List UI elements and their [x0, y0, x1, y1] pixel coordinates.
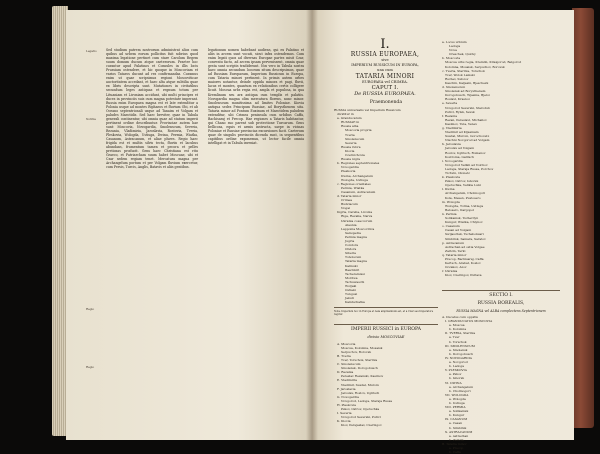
outline-line: Kasimov, Tula, Venev [445, 121, 478, 126]
section-heading-2: RUSSIA BOREALIS, [477, 301, 525, 306]
outline-line: Ingria, Carelia, Livonia [337, 210, 373, 215]
outline-line: n. Permia [442, 211, 457, 216]
outline-line: F. Jaroslavia [337, 386, 356, 391]
outline-line: Jakuti [345, 296, 354, 301]
outline-line: Opotschka, Velikie Luki [445, 183, 481, 188]
outline-line: X. ASTRACANUM [445, 429, 473, 434]
title-line-4: una cum [377, 68, 393, 72]
outline-line: Swijaschsk, Tscheboksari [445, 232, 484, 237]
outline-line: c. Tveria, Staritza, Torschok [442, 68, 485, 73]
margin-note: Notitia [86, 117, 96, 121]
outline-line: V. PLESKOVIA [445, 368, 467, 373]
outline-line: VIII. PERMIA [445, 405, 466, 410]
title-line-5: TATARIA MINORI [355, 73, 415, 80]
outline-line: Smolensk, Dorogobusch [341, 366, 378, 371]
outline-line: Oreschek, Quicky [449, 52, 476, 57]
outline-line: Oczakov, Azov [445, 265, 467, 270]
outline-line: Tver, Torschok, Staritza [341, 357, 378, 362]
outline-line: b. Isborsk [449, 376, 465, 381]
title-line-2: sive [381, 58, 389, 62]
outline-line: Kamtschatka [345, 300, 365, 305]
outline-line: Kiov, Czernigov, Pultava [445, 273, 482, 278]
outline-line: Dorogobusch, Wjasma, Bjeloi [445, 93, 490, 98]
left-margin-notes [86, 48, 104, 428]
outline-line: Budziacum [341, 202, 358, 207]
title-line-1: RUSSIA EUROPAEA, [350, 51, 420, 58]
outline-line: Alaunia [345, 222, 357, 227]
outline-line: q. Tataria minor [442, 252, 467, 257]
outline-line: h. Jaroslavia [442, 142, 461, 147]
outline-line: Simbirsk, Samara, Saratov [445, 236, 486, 241]
outline-line: Kertsch, Arabat, Koslov [445, 261, 481, 266]
outline-line: Roslavl, Krasnoi [445, 97, 470, 102]
outline-line: Permia, Wiatka [341, 185, 365, 190]
outline-line: b. Zarizin [449, 437, 464, 442]
outline-line: Rezan, Pereslavl, Michailov [445, 117, 487, 122]
divider [334, 307, 438, 308]
outline-line: Severia [345, 140, 357, 145]
outline-line: K. Kiovia [337, 419, 351, 424]
outline-line: Novgorod, Ladoga, Staraja Russa [341, 398, 393, 403]
outline-line: Vladimir ad Kljasmam [445, 130, 479, 135]
outline-line: VI. DWINA [445, 380, 462, 385]
outline-line: Casanum, Astracanum [341, 189, 376, 194]
outline-line: Rostov, Uglitsch, Romanov [445, 150, 486, 155]
outline-line: b. Simbirsk [449, 425, 467, 430]
left-page-column-a: Sed studium patrem nostrorum administrat alios cum quibus ad urbem eorum pollicitus fuit sobrius quod maxima legatione pertinet cum stare Carolum Regem suum domum ducum atque caeterorum. Praeter hoc curantur apud Palatinos et Consules in illis locis Prussiam ostendere, et hic quoque in Moscoviam et varios Tataros ducunt ad res confirmandas. Curamus enim ut quae scripsimus regioni Moscoviticae auctoritatem accedant, et haec alta atque subtilia quae ex libris descripta sunt. Mutationes in civitatibus secundum leges antiquas et regnum totum per Lituaniam et Livoniam accidunt, ubi multi principes et duces in provinciis suis cum magna potestate imperant. Russia enim Europaea magna est et late extenditur a Polonia usque ad montes Riphaeos et fluvium Obi, et ab Oceano septentrionali usque ad Tanaim et Volgam et paludes Maeotidis. Sed haec breviter, quae in Tabula generali continentur, ubi omnia quae ad statum imperii pertinent ordine describuntur. Provinciae autem hae sunt: Moscovia, Novogardia, Smolenscum, Severia, Rezania, Vladimiria, Jaroslavia, Rostovia, Tveria, Pleskovia, Wologda, Ustiuga, Dwina, Permia, Wiatka, Casanum, Astracanum, et aliae plures. Regio haec frigida est et multis silvis tecta, fluviis et lacubus abundans, frumentum tamen et pecora et pelles pretiosas producit. Gens haec Christiana est ritu Graeco, et Patriarcham suum habet Moscuae, ubi et Czar sedem regiam tenet. Mercatura magna per Archangelum portum et per Volgam fluvium exercetur, cum Persis, Turcis, Anglis, Batavis et aliis gentibus. [106, 48, 198, 170]
outline-line: A. Ducatus cum oppidis [442, 315, 478, 319]
outline-line: A. Moscovia [337, 341, 356, 346]
outline-line: I. GRANDUCATUS MOSCOVIA [445, 319, 493, 324]
outline-imperii-divisio [334, 322, 438, 432]
outline-line: r. Ukrania [442, 269, 458, 274]
outline-line: Novgorod Severski, Starodub [445, 105, 490, 110]
outline-line: Solikamsk, Tscherdyn [445, 216, 479, 221]
outline-line: Nogai [341, 206, 351, 211]
outline-provinces [442, 40, 560, 280]
outline-line: Kalmuki [345, 263, 358, 268]
outline-line: Tichvin, Olonetz [445, 171, 470, 175]
outline-line: Mordwa [345, 275, 358, 280]
outline-line: Pskov, Ostrov, Isborsk [445, 179, 479, 184]
outline-line: Vladimir, Susdal, Murom [341, 382, 379, 387]
caput-subheading: De RUSSIA EUROPAEA. [354, 91, 416, 98]
outline-line: Riga, Revalia, Narva [341, 214, 373, 219]
caput-heading: CAPUT I. [371, 85, 399, 91]
outline-line: Permia magna [345, 234, 367, 239]
margin-note: Legatio [86, 49, 97, 53]
divider [442, 290, 560, 291]
outline-line: b. Torschok [449, 339, 467, 344]
outline-line: b. Cholmogori [449, 388, 471, 393]
outline-line: Siberia [345, 251, 356, 256]
outline-line: d. Smolenscum [442, 85, 466, 90]
outline-line: a. Precop [449, 446, 464, 450]
outline-line: Archangelum, Cholmogori [445, 191, 486, 196]
outline-line: Kostroma, Galitsch [445, 154, 474, 159]
outline-line: m. Wologda [442, 199, 460, 204]
outline-line: Condora [345, 243, 358, 248]
outline-line: Tungusi [345, 292, 358, 297]
outline-line: Zarizin, Terki [445, 248, 466, 253]
title-line-6: EUROPAEA vel CRIMEA. [362, 80, 408, 84]
outline-line: Pereslav Rezanski, Kasimov [341, 374, 384, 379]
outline-line: Precop, Bachisaraj, Caffa [445, 256, 484, 261]
outline-lines [442, 40, 560, 277]
outline-line: Kungur, Wiatka, Chlynov [445, 220, 483, 225]
outline-line: k. Pleskovia [442, 175, 461, 180]
outline-line: a. Solikamsk [449, 409, 469, 414]
outline-lines [334, 342, 438, 428]
outline-subheading: divisio MOSCOVIAE [367, 335, 405, 339]
outline-line: Kiovia [345, 148, 355, 153]
outline-line: B. Tataria minor [442, 441, 467, 446]
outline-line: Pskov, Ostrov, Opotschka [341, 407, 380, 412]
outline-line: a. Casan [449, 421, 463, 426]
outline-line: c. Regiones orientales [337, 181, 371, 186]
outline-line: Belosero, Kargopol [445, 207, 475, 212]
outline-line: II. TVERIA, Staritza [445, 331, 476, 336]
book-cover-edge [572, 8, 594, 428]
outline-line: b. Regiones septentrionales [337, 161, 380, 166]
outline-line: b. Moscovia [442, 56, 461, 61]
outline-line: Lapponia Moscovitica [341, 226, 375, 231]
outline-line: Samojedia [345, 230, 361, 235]
outline-line: Kola, Mesen, Pustosero [445, 195, 481, 200]
outline-heading: Praemonenda [369, 100, 403, 105]
outline-line: Wotjaki [345, 284, 357, 289]
outline-line: a. Granducatum [337, 116, 362, 121]
outline-line: b. Kungur [449, 413, 465, 418]
outline-line: a. Locus urbium [442, 40, 467, 44]
outline-line: dividitur in [337, 112, 354, 117]
outline-line: D. Rezania [337, 370, 354, 375]
chapter-number: I. [380, 37, 390, 52]
outline-line: Russia rubra [341, 144, 361, 149]
outline-line: b. Ladoga [449, 364, 465, 369]
outline-line: Putivl, Rylsk, Sevsk [445, 109, 475, 114]
outline-line: Ladoga, Staraja Russa, Porchov [445, 166, 494, 171]
outline-heading: IMPERII RUSSICI in EUROPA [351, 327, 421, 332]
outline-line: Astrachan ad ostia Volgae [445, 244, 485, 249]
section-subheading: RUSSIA MAGNA vel ALBA complectens Septentrionem [456, 309, 546, 313]
outline-line: Nischni Novgorod ad Volgam [445, 138, 490, 143]
outline-line: G. Novogardia [337, 394, 359, 399]
chapter-title-block [332, 38, 438, 97]
outline-line: f. Rezania [442, 113, 457, 118]
outline-line: a. Astrachan [449, 433, 469, 438]
outline-line: Jaroslav ad Volgam [445, 146, 475, 151]
outline-line: RUSSIAE in [341, 120, 360, 125]
divider [334, 324, 438, 325]
outline-line: a. Smolensk [449, 347, 468, 352]
outline-line: Obdora [345, 247, 357, 252]
outline-line: C. Smolenscum [337, 362, 361, 367]
outline-lines [442, 315, 560, 454]
outline-line: E. Vladimiria [337, 378, 357, 383]
outline-line: H. Pleskovia [337, 403, 356, 407]
book-gutter [306, 10, 318, 440]
outline-line: d. Tataria minor [337, 193, 362, 198]
outline-sectio-i [442, 288, 560, 454]
margin-note: Regio [86, 307, 95, 311]
outline-line: a. Novgorod [449, 360, 468, 365]
outline-line: Wologda, Ustiuga [341, 177, 368, 182]
outline-line: Tveria [345, 132, 355, 137]
outline-line: Serpuchov, Borovsk [341, 349, 372, 354]
outline-line: Ukrania cosaccorum [341, 218, 373, 223]
outline-line: I. Severia [337, 411, 352, 416]
outline-line: Smolenscum [345, 136, 365, 141]
outline-line: l. Dwina [442, 187, 455, 192]
outline-line: Czernichovia [345, 153, 365, 158]
outline-line: Tscheremissi [345, 271, 365, 276]
outline-line: Tschuwaschi [345, 279, 365, 284]
outline-line: Tver, Wolok Lamski [445, 72, 475, 77]
outline-line: Novgorod Severski, Putivl [341, 415, 381, 420]
outline-line: Moscovia propria [345, 128, 372, 133]
outline-line: a. Moscua [449, 323, 465, 328]
outline-line: i. Novogardia [442, 158, 463, 163]
outline-line: a. Archangelum [449, 384, 474, 389]
outline-line: g. Vladimiria [442, 125, 462, 130]
outline-line: Smolensk ad Borysthenem [445, 89, 486, 94]
outline-line: Ostiaki [345, 288, 356, 293]
outline-line: Rschev, Subzov [445, 76, 469, 81]
outline-line: b. Kolomna [449, 327, 467, 332]
outline-line: b. Caffa [449, 450, 461, 454]
outline-line: a. Tver [449, 335, 460, 340]
outline-note: Nota. Imperium hoc in Europa et Asia amplissimum est, et a Czar seu Imperatore regitur. [334, 309, 434, 316]
outline-line: Moscua urbs regia, Kremlin, Kitaigorod, Belgorod [445, 60, 522, 65]
section-heading: SECTIO I. [489, 293, 513, 298]
outline-line: o. Casanum [442, 224, 460, 229]
outline-line: Pleskovia [341, 169, 356, 174]
outline-line: Casan ad Volgam [445, 228, 472, 233]
outline-line: Crimea [341, 198, 353, 203]
outline-line: Dwina, Archangelum [341, 173, 373, 178]
outline-line: III. SMOLENSCUM [445, 343, 475, 348]
outline-lines [334, 108, 438, 305]
outline-line: Kiov, Perejaslav, Czernigov [341, 423, 382, 428]
outline-line: a. Wologda [449, 396, 466, 401]
outline-line: Ladoga [449, 44, 461, 49]
outline-line: RUSSIA universalis vel Imperium Russicum [334, 108, 401, 112]
outline-line: Russia alba [341, 124, 359, 129]
outline-line: Nova [449, 48, 457, 53]
outline-line: Moscua, Kolomna, Mosaisk [341, 345, 383, 350]
outline-line: e. Severia [442, 101, 458, 106]
outline-line: a. Pskov [449, 372, 462, 377]
outline-line: VII. WOLOGDA [445, 392, 469, 397]
left-page-column-b: legationum nomen habebant audiens, qui ex Palatino et aliis in arcem sunt vocati, sicut infra ostendemus. Cum enim legati quos ad diversas Europae partes misit Czar, conventu facto, ad arcem ipsam pervenissent, omnia quae gesta sunt scriptis tradiderunt. Nos vero in Tabula nostra haec omnia secundum locorum situm descripsimus, quae ad Russiam Europaeam, Imperium Russicum in Europa, cum Tataria minori pertinent. In primis autem urbes maiores notantur, deinde oppida minora et pagi, fluvii, lacus et montes, quantum ex relationibus certis colligere licuit. Moscua urbs regia est, ampla et populosa, in qua Kremlinum seu arx antiqua cum templis et palatiis. Novogardia magna olim mercatura florens, nunc minor. Smolenscum munitissima ad limites Poloniae. Kiovia antiqua sedes Principum Russiae, ad Borysthenem sita. Tataria minor ad Pontum Euxinum et Maeotidem paludem extenditur, ubi Crimea peninsula cum urbibus Caffa, Bachisaraj et Precop. Hae regiones a Tataris habitantur, qui Chano suo parent sub protectione Turcarum. Gens bellicosa, equis et armis instructa, saepe in vicinas Poloniae et Russiae provincias excursiones facit. Caeterum quae de singulis provinciis dicenda sunt, in sequentibus capitibus ordine exponemus, ut lector facile omnia intelligat et in Tabula inveniat. [208, 48, 304, 146]
outline-line: IV. NOVOGARDIA [445, 355, 472, 360]
outline-line: Kolomna, Mosaisk, Serpuchov, Borovsk [445, 64, 505, 69]
outline-line: Russia nigra [341, 157, 361, 162]
outline-line: Jaroslav, Rostov, Uglitsch [341, 390, 380, 395]
outline-line: B. Tveria [337, 353, 351, 358]
title-line-3: IMPERIUM RUSSICUM IN EUROPA, [351, 63, 419, 67]
outline-line: Tobolscum [345, 255, 362, 260]
outline-line: Wologda, Totma, Ustiuga [445, 203, 484, 208]
outline-line: IX. CASANUM [445, 417, 468, 422]
outline-line: b. Ustiuga [449, 400, 465, 405]
outline-line: b. Dorogobusch [449, 351, 474, 356]
outline-praemonenda [334, 98, 438, 322]
outline-line: p. Astracanum [442, 240, 465, 245]
outline-line: Jugria [345, 239, 355, 243]
margin-note: Regio [86, 365, 95, 369]
outline-line: Baschkiri [345, 267, 360, 272]
outline-line: Kaschin, Kaljasin, Bjeschezk [445, 80, 489, 85]
outline-line: Tataria magna [345, 259, 367, 264]
outline-line: Novgorod Velikii ad Volchov [445, 162, 488, 167]
outline-line: Novogardia [341, 165, 359, 170]
outline-line: Susdal, Murom, Gorochovetz [445, 134, 490, 139]
